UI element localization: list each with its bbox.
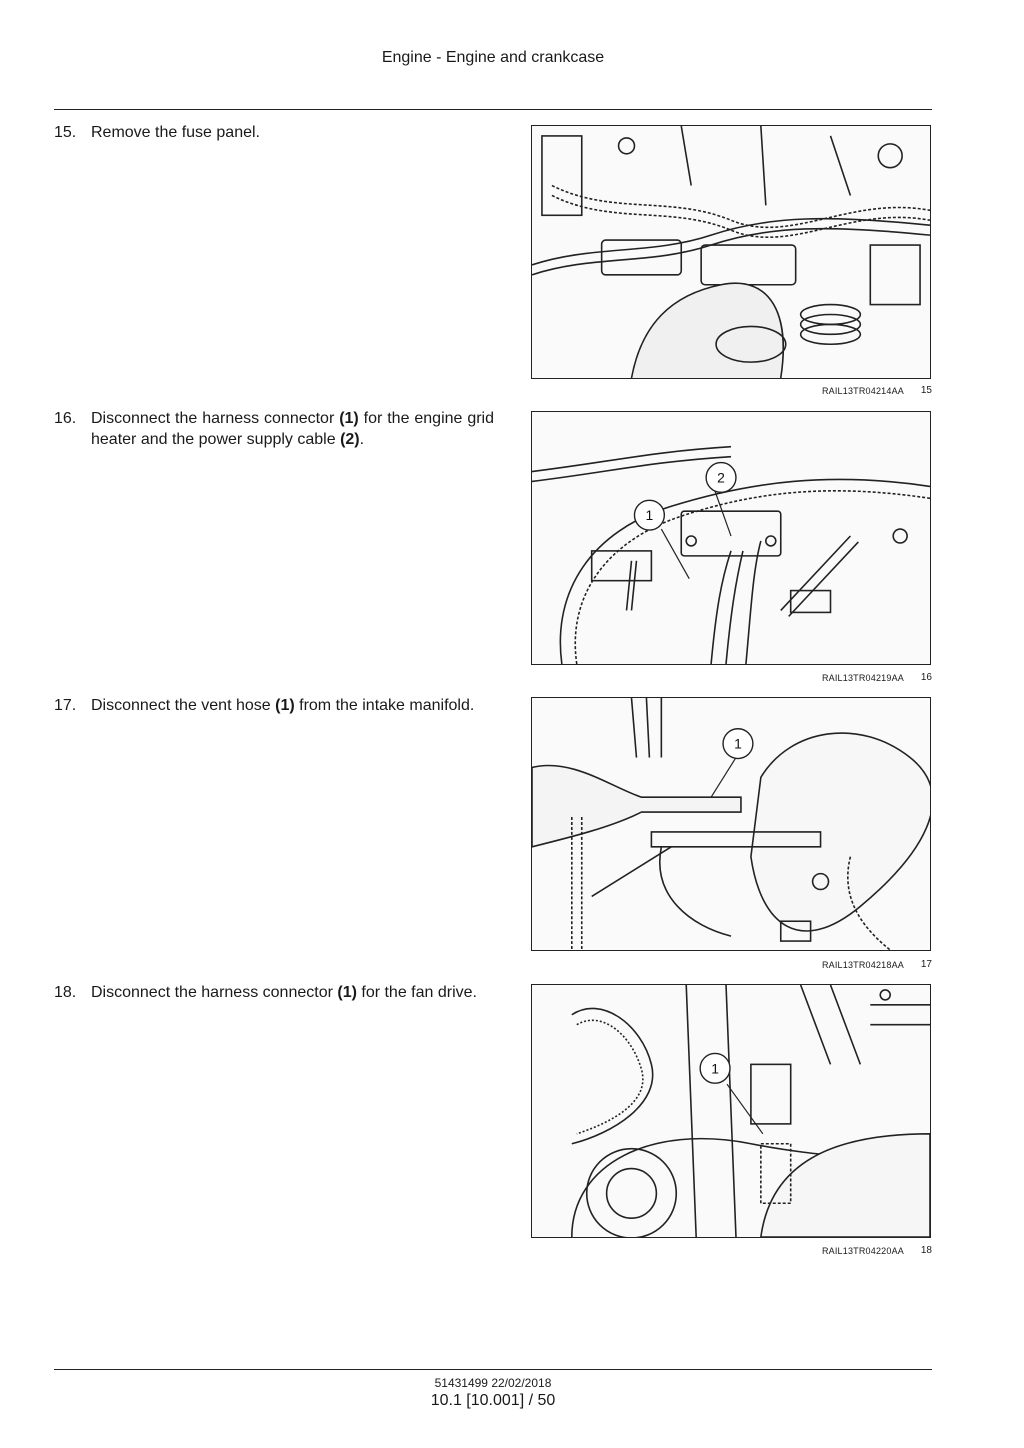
footer-rule [54, 1369, 932, 1370]
step-15 [54, 122, 494, 143]
header-rule [54, 109, 932, 110]
figure-15-illustration [531, 125, 931, 379]
figure-17-illustration [531, 697, 931, 951]
step-text: Disconnect the harness connector (1) for the engine grid heater and the power supply cable (2). [91, 410, 494, 448]
figure-18-ref: RAIL13TR04220AA [821, 1246, 904, 1256]
footer-page-number: 10.1 [10.001] / 50 [430, 1392, 556, 1409]
step-text: Remove the fuse panel. [91, 124, 260, 141]
step-18 [54, 982, 494, 1003]
step-text: Disconnect the vent hose (1) from the intake manifold. [91, 697, 475, 714]
figure-18-callout-1: 1 [711, 1060, 719, 1077]
step-16 [54, 408, 494, 450]
figure-17-ref: RAIL13TR04218AA [821, 960, 904, 970]
step-text: Disconnect the harness connector (1) for the fan drive. [91, 984, 477, 1001]
figure-16-callout-2: 2 [717, 469, 725, 486]
footer-doc-code: 51431499 22/02/2018 [434, 1376, 552, 1390]
figure-17-callout-1: 1 [734, 735, 742, 752]
figure-16-ref: RAIL13TR04219AA [821, 673, 904, 683]
figure-16-number: 16 [920, 672, 932, 683]
step-number: 18. [54, 984, 77, 1001]
page-header-title: Engine - Engine and crankcase [381, 49, 605, 66]
figure-18-number: 18 [920, 1245, 932, 1256]
step-number: 16. [54, 410, 77, 427]
figure-16-callout-1: 1 [645, 507, 654, 524]
figure-15-number: 15 [920, 385, 932, 396]
figure-17-number: 17 [920, 959, 932, 970]
step-number: 15. [54, 124, 77, 141]
figure-18-illustration [531, 984, 931, 1238]
figure-15-ref: RAIL13TR04214AA [821, 386, 904, 396]
step-17 [54, 695, 494, 716]
figure-16-illustration [531, 411, 931, 665]
step-number: 17. [54, 697, 77, 714]
